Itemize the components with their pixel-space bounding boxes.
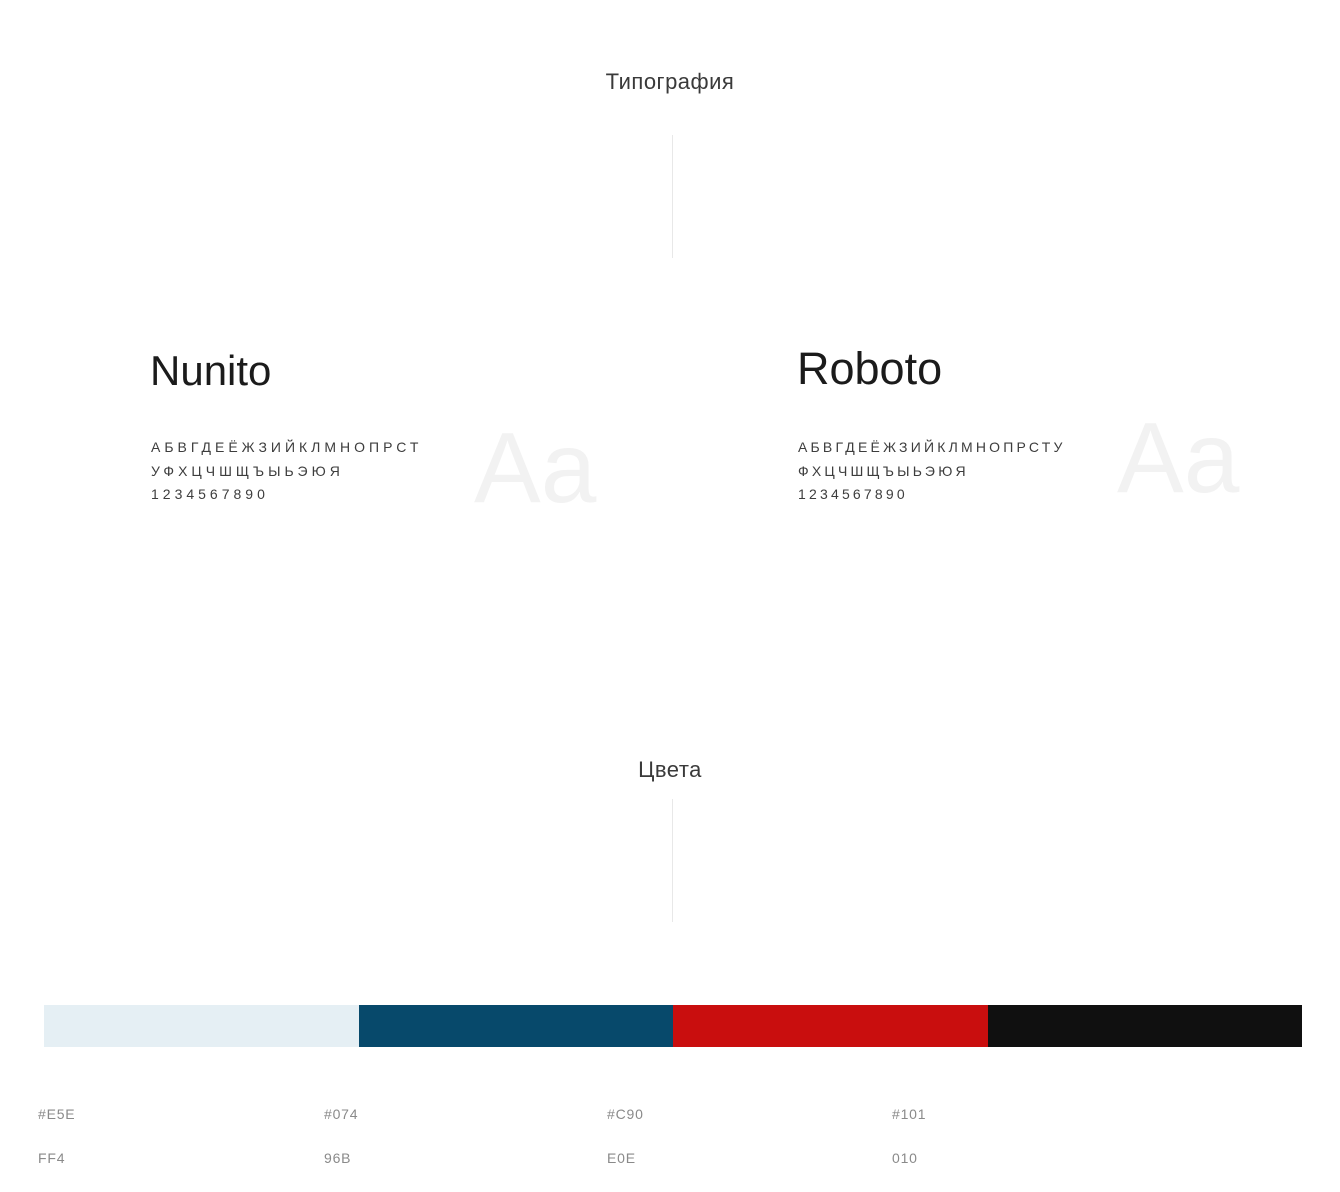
font-name-roboto: Roboto <box>797 343 943 394</box>
hex-code-black <box>892 1081 926 1191</box>
color-swatch-bar <box>44 1005 1302 1047</box>
hex-code-dark-blue <box>324 1081 358 1191</box>
alphabet-uppercase-line1: АБВГДЕЁЖЗИЙКЛМНОПРСТУ <box>798 439 1066 455</box>
typography-section-title: Типография <box>605 69 735 94</box>
colors-section-title: Цвета <box>638 757 702 782</box>
font-name-nunito: Nunito <box>150 347 272 394</box>
alphabet-uppercase-line2: ФХЦЧШЩЪЫЬЭЮЯ <box>798 462 969 479</box>
font-specimen-aa-roboto: Aa <box>1117 402 1240 514</box>
hex-code-line1: #101 <box>892 1106 927 1122</box>
hex-code-line2: 010 <box>892 1150 918 1166</box>
alphabet-uppercase-line1: АБВГДЕЁЖЗИЙКЛМНОПРСТ <box>151 439 423 455</box>
hex-code-line2: E0E <box>607 1150 636 1166</box>
color-swatch-light <box>44 1005 359 1047</box>
alphabet-numbers: 1234567890 <box>798 486 908 502</box>
hex-code-line2: 96B <box>324 1150 352 1166</box>
colors-divider-line <box>672 799 673 922</box>
hex-code-line2: FF4 <box>38 1150 66 1166</box>
color-swatch-dark-blue <box>359 1005 674 1047</box>
font-specimen-aa-nunito: Aa <box>474 412 597 524</box>
hex-code-line1: #E5E <box>38 1106 76 1122</box>
color-swatch-red <box>673 1005 988 1047</box>
color-swatch-black <box>988 1005 1303 1047</box>
font-alphabet-roboto <box>798 436 1066 507</box>
font-alphabet-nunito <box>151 436 422 507</box>
hex-code-red <box>607 1081 644 1191</box>
hex-code-line1: #C90 <box>607 1106 644 1122</box>
alphabet-numbers: 1234567890 <box>151 486 269 502</box>
typography-divider-line <box>672 135 673 258</box>
hex-code-line1: #074 <box>324 1106 359 1122</box>
alphabet-uppercase-line2: УФХЦЧШЩЪЫЬЭЮЯ <box>151 462 344 479</box>
font-block-roboto <box>797 343 1240 514</box>
hex-code-light <box>38 1081 75 1191</box>
font-block-nunito <box>150 347 597 524</box>
